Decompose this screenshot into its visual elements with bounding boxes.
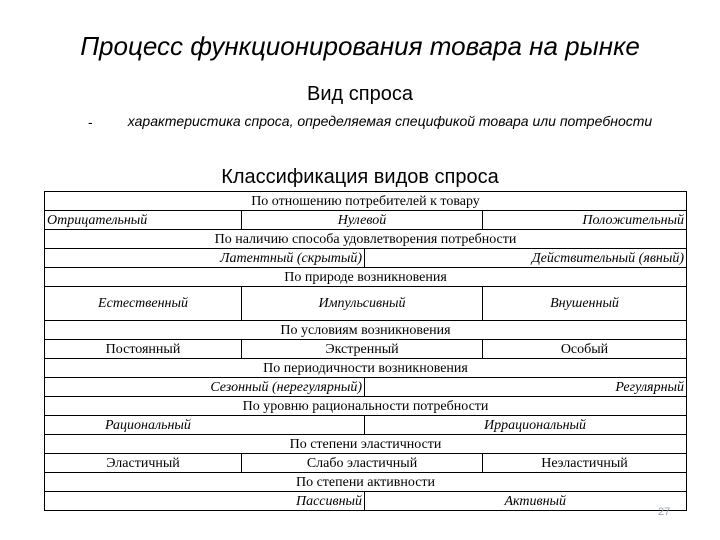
table-row [45,492,687,511]
section-header: По уровню рациональности потребности [45,397,687,416]
table-row [45,192,687,211]
demand-type-cell: Естественный [45,287,242,321]
demand-type-cell: Регулярный [365,378,687,397]
definition-dash: - [88,114,93,130]
table-row [45,321,687,340]
section-header: По условиям возникновения [45,321,687,340]
demand-type-cell: Особый [483,340,687,359]
section-header: По степени активности [45,473,687,492]
demand-type-cell: Нулевой [242,211,483,230]
table-row [45,416,687,435]
demand-type-cell: Иррациональный [365,416,687,435]
table-row [45,211,687,230]
definition-text: характеристика спроса, определяемая спецификой товара или потребности [127,113,653,129]
demand-type-cell: Неэластичный [483,454,687,473]
section-header: По степени эластичности [45,435,687,454]
demand-type-cell: Положительный [483,211,687,230]
table-row [45,473,687,492]
table-row [45,435,687,454]
slide-title: Процесс функционирования товара на рынке [80,31,640,61]
demand-type-cell: Отрицательный [45,211,242,230]
demand-type-cell: Экстренный [242,340,483,359]
demand-type-cell: Внушенный [483,287,687,321]
table-row [45,454,687,473]
demand-type-cell: Эластичный [45,454,242,473]
table-row [45,287,687,321]
table-row [45,268,687,287]
demand-type-cell: Постоянный [45,340,242,359]
demand-type-cell: Рациональный [45,416,365,435]
demand-type-cell: Пассивный [45,492,365,511]
table-row [45,340,687,359]
table-row [45,249,687,268]
demand-type-cell: Активный [365,492,687,511]
table-title: Классификация видов спроса [221,166,499,188]
section-header: По периодичности возникновения [45,359,687,378]
classification-table [44,191,687,511]
table-row [45,397,687,416]
table-row [45,230,687,249]
section-header: По наличию способа удовлетворения потребности [45,230,687,249]
page-number: 27 [658,506,671,518]
demand-type-cell: Сезонный (нерегулярный) [45,378,365,397]
section-header: По природе возникновения [45,268,687,287]
section-header: По отношению потребителей к товару [45,192,687,211]
slide-subtitle: Вид спроса [307,83,413,105]
demand-type-cell: Действительный (явный) [365,249,687,268]
table-row [45,378,687,397]
demand-type-cell: Импульсивный [242,287,483,321]
demand-type-cell: Латентный (скрытый) [45,249,365,268]
demand-type-cell: Слабо эластичный [242,454,483,473]
table-row [45,359,687,378]
